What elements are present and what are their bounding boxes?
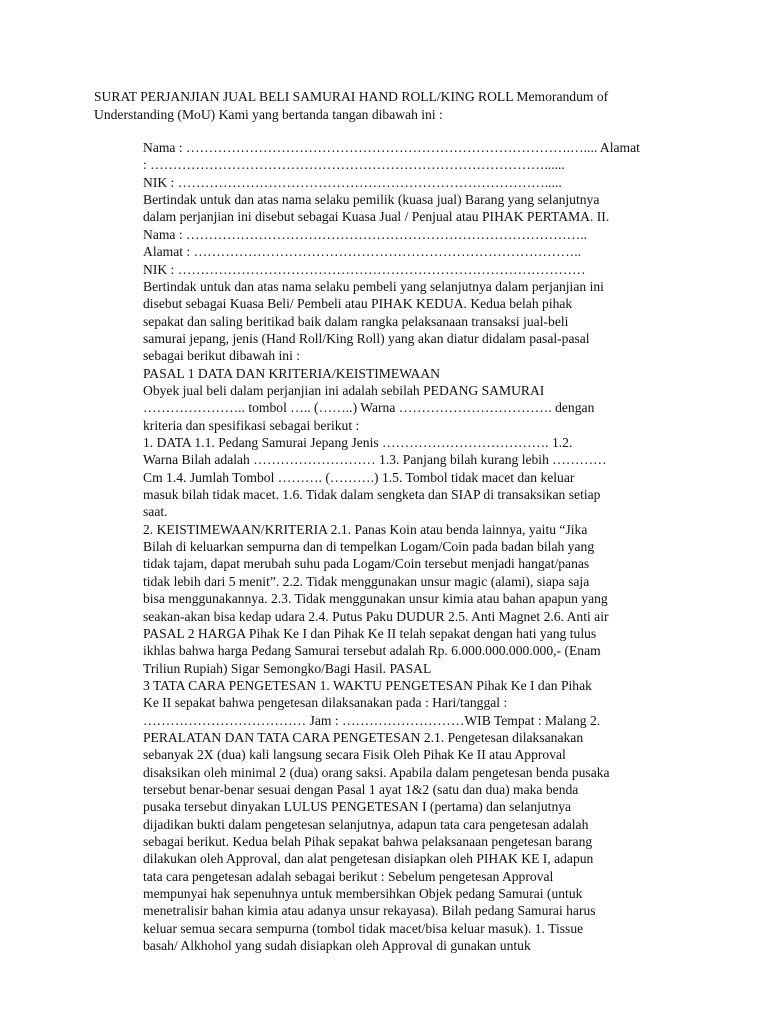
body-line: basah/ Alkhohol yang sudah disiapkan oleh Approval di gunakan untuk — [143, 938, 531, 954]
body-line: NIK : ……………………………………………………………………………… — [143, 261, 586, 277]
body-line: disebut sebagai Kuasa Beli/ Pembeli atau PIHAK KEDUA. Kedua belah pihak — [143, 296, 573, 312]
body-line: 3 TATA CARA PENGETESAN 1. WAKTU PENGETESAN Pihak Ke I dan Pihak — [143, 677, 592, 693]
body-line: sepakat dan saling beritikad baik dalam rangka pelaksanaan transaksi jual-beli — [143, 313, 569, 329]
body-line: tersebut benar-benar sesuai dengan Pasal 1 ayat 1&2 (satu dan dua) maka benda — [143, 782, 579, 797]
body-line: tidak lebih dari 5 menit”. 2.2. Tidak menggunakan unsur magic (alami), siapa saja — [143, 573, 590, 589]
body-line: Triliun Rupiah) Sigar Semongko/Bagi Hasil. PASAL — [143, 660, 432, 676]
body-line: Nama : …………………………………………………………………………….. — [143, 226, 588, 242]
body-line: sebagai berikut. Kedua belah Pihak sepakat bahwa pelaksanaan pengetesan barang — [143, 834, 593, 849]
body-line: Bertindak untuk dan atas nama selaku pembeli yang selanjutnya dalam perjanjian ini — [143, 278, 604, 294]
body-line: dilakukan oleh Approval, dan alat pengetesan disiapkan oleh PIHAK KE I, adapun — [143, 851, 594, 867]
body-line: 1. DATA 1.1. Pedang Samurai Jepang Jenis ………………………………. 1.2. — [143, 435, 573, 450]
body-line: keluar semua secara sempurna (tombol tidak macet/bisa keluar masuk). 1. Tissue — [143, 920, 584, 936]
body-line: tidak tajam, dapat merubah suhu pada Logam/Coin tersebut menjadi hangat/panas — [143, 556, 590, 572]
body-line: bisa menggunakannya. 2.3. Tidak menggunakan unsur kimia atau bahan apapun yang — [143, 591, 608, 607]
body-line: Obyek jual beli dalam perjanjian ini adalah sebilah PEDANG SAMURAI — [143, 382, 545, 398]
body-line: sebanyak 2X (dua) kali langsung secara Fisik Oleh Pihak Ke II atau Approval — [143, 747, 566, 763]
body-line: Warna Bilah adalah ……………………… 1.3. Panjang bilah kurang lebih ………… — [143, 452, 607, 468]
body-line: pusaka tersebut dinyakan LULUS PENGETESAN I (pertama) dan selanjutnya — [143, 799, 572, 815]
body-line: PASAL 1 DATA DAN KRITERIA/KEISTIMEWAAN — [143, 365, 440, 381]
body-line: menetralisir bahan kimia atau adanya unsur rekayasa). Bilah pedang Samurai harus — [143, 903, 596, 919]
body-line: 2. KEISTIMEWAAN/KRITERIA 2.1. Panas Koin atau benda lainnya, yaitu “Jika — [143, 521, 588, 537]
body-line: samurai jepang, jenis (Hand Roll/King Roll) yang akan diatur didalam pasal-pasal — [143, 330, 590, 346]
body-line: Bertindak untuk dan atas nama selaku pemilik (kuasa jual) Barang yang selanjutnya — [143, 192, 600, 208]
body-line: Nama : ………………………………………………………………………….….... Alamat — [143, 140, 640, 155]
body-line: ikhlas bahwa harga Pedang Samurai tersebut adalah Rp. 6.000.000.000.000,- (Enam — [143, 643, 601, 659]
body-line: Alamat : ………………………………………………………………………….. — [143, 244, 582, 260]
body-line: ………………….. tombol ….. (……..) Warna ……………………………. dengan — [143, 400, 595, 416]
document-title: SURAT PERJANJIAN JUAL BELI SAMURAI HAND ROLL/KING ROLL Memorandum of Understanding (MoU) Kami yang bertanda tangan dibawah ini : — [94, 89, 609, 122]
body-line: Bilah di keluarkan sempurna dan di tempelkan Logam/Coin pada badan bilah yang — [143, 539, 595, 554]
body-line: masuk bilah tidak macet. 1.6. Tidak dalam sengketa dan SIAP di transaksikan setiap — [143, 487, 601, 502]
body-line: Cm 1.4. Jumlah Tombol ………. (……….) 1.5. Tombol tidak macet dan keluar — [143, 469, 575, 485]
body-line: ……………………………… Jam : ………………………WIB Tempat : Malang 2. — [143, 712, 601, 728]
body-line: sebagai berikut dibawah ini : — [143, 348, 301, 364]
body-line: saat. — [143, 504, 168, 520]
body-line: NIK : ………………………………………………………………………..... — [143, 174, 562, 190]
body-line: seakan-akan bisa kedap udara 2.4. Putus Paku DUDUR 2.5. Anti Magnet 2.6. Anti air — [143, 608, 609, 624]
body-line: dijadikan bukti dalam pengetesan selanjutnya, adapun tata cara pengetesan adalah — [143, 816, 589, 832]
body-line: Ke II sepakat bahwa pengetesan dilaksanakan pada : Hari/tanggal : — [143, 695, 508, 711]
body-line: mempunyai hak sepenuhnya untuk membersihkan Objek pedang Samurai (untuk — [143, 886, 583, 902]
body-line: disaksikan oleh minimal 2 (dua) orang saksi. Apabila dalam pengetesan benda pusaka — [143, 764, 610, 780]
body-line: tata cara pengetesan adalah sebagai berikut : Sebelum pengetesan Approval — [143, 868, 554, 884]
body-line: dalam perjanjian ini disebut sebagai Kuasa Jual / Penjual atau PIHAK PERTAMA. II. — [143, 209, 610, 225]
body-line: kriteria dan spesifikasi sebagai berikut : — [143, 417, 360, 433]
body-line: PERALATAN DAN TATA CARA PENGETESAN 2.1. Pengetesan dilaksanakan — [143, 729, 584, 745]
body-line: PASAL 2 HARGA Pihak Ke I dan Pihak Ke II telah sepakat dengan hati yang tulus — [143, 625, 597, 641]
body-line: : ……………………………………………………………………………...... — [143, 157, 565, 173]
